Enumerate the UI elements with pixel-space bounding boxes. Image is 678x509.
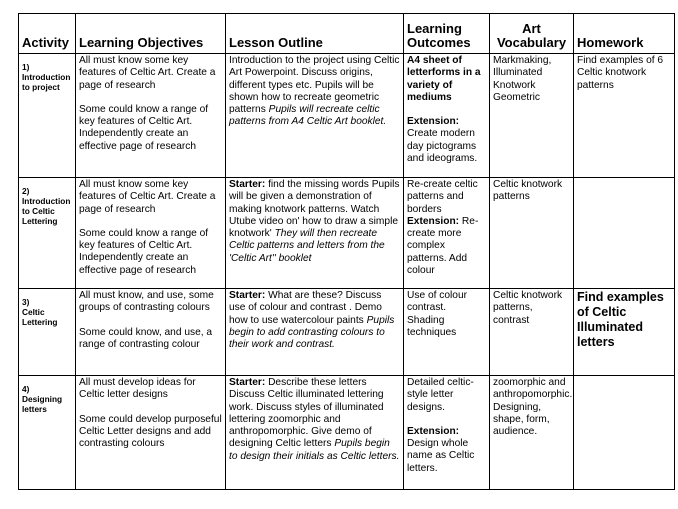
lesson-plan-table [18, 13, 675, 490]
objectives-could: Some could develop purposeful Celtic Letter designs and add contrasting colours [79, 413, 222, 450]
objectives-could: Some could know a range of key features of Celtic Art. Independently create an effective page of research [79, 227, 209, 276]
header-learning-objectives: Learning Objectives [76, 14, 226, 54]
outline-italic-text: Pupils begin to design their initials as Celtic letters. [229, 438, 400, 462]
starter-label: Starter: [229, 290, 266, 301]
objectives-cell [76, 376, 226, 490]
table-row [19, 289, 675, 376]
activity-cell [19, 178, 76, 289]
vocab-cell: Celtic knotwork patterns, contrast [490, 289, 574, 376]
header-art-vocabulary [490, 14, 574, 54]
starter-label: Starter: [229, 179, 266, 190]
extension-label: Extension: [407, 215, 460, 227]
homework-cell: Find examples of 6 Celtic knotwork patterns [574, 54, 675, 178]
objectives-must: All must develop ideas for Celtic letter designs [79, 377, 196, 401]
outcomes-text: A4 sheet of letterforms in a variety of mediums [407, 55, 481, 103]
activity-number: 1) [22, 62, 30, 72]
header-vocab-line2: Vocabulary [496, 35, 567, 50]
outline-italic-text: Pupils will recreate celtic patterns from A4 Celtic Art booklet. [229, 104, 387, 128]
objectives-cell [76, 289, 226, 376]
outline-cell [226, 376, 404, 490]
outcomes-cell [404, 178, 490, 289]
header-vocab-line1: Art [522, 21, 541, 36]
activity-number: 2) [22, 186, 30, 196]
objectives-must: All must know, and use, some groups of contrasting colours [79, 290, 214, 314]
outline-cell [226, 289, 404, 376]
homework-cell [574, 178, 675, 289]
header-outcomes-line1: Learning [407, 21, 462, 36]
objectives-must: All must know some key features of Celtic Art. Create a page of research [79, 179, 216, 215]
outline-text: Introduction to the project using Celtic Art Powerpoint. Discuss origins, different types etc. Pupils will be shown how to recreate geometric patterns [229, 55, 400, 116]
header-lesson-outline: Lesson Outline [226, 14, 404, 54]
objectives-cell [76, 178, 226, 289]
header-learning-outcomes [404, 14, 490, 54]
activity-number: 4) [22, 384, 30, 394]
activity-name: Designing letters [22, 394, 63, 414]
vocab-cell: zoomorphic and anthropomorphic. Designing, shape, form, audience. [490, 376, 574, 490]
activity-cell [19, 289, 76, 376]
objectives-cell [76, 54, 226, 178]
outline-italic-text: They will then recreate Celtic patterns and letters from the 'Celtic Art'' booklet [229, 228, 385, 264]
extension-label: Extension: [407, 116, 460, 128]
outline-italic-text: Pupils begin to add contrasting colours to their work and contrast. [229, 314, 395, 351]
outline-cell [226, 54, 404, 178]
table-row [19, 54, 675, 178]
outline-text: Describe these letters Discuss Celtic illuminated lettering work. Discuss styles of illuminated lettering zoomorphic and anthropomorphic. Give demo of designing Celtic letters [229, 377, 384, 450]
outline-text: find the missing words Pupils will be given a demonstration of making knotwork patterns. Watch Utube video on' how to draw a simple knotwork' [229, 179, 400, 240]
outline-text: What are these? Discuss use of colour and contrast . Demo how to use watercolour paints [229, 290, 382, 326]
outcomes-text: Detailed celtic-style letter designs. [407, 377, 474, 413]
outline-cell [226, 178, 404, 289]
activity-cell [19, 54, 76, 178]
vocab-cell: Markmaking, Illuminated Knotwork Geometric [490, 54, 574, 178]
header-activity: Activity [19, 14, 76, 54]
extension-text: Re-create more complex patterns. Add colour [407, 215, 479, 277]
table-row [19, 178, 675, 289]
header-outcomes-line2: Outcomes [407, 35, 471, 50]
table-row [19, 376, 675, 490]
activity-cell [19, 376, 76, 490]
objectives-could: Some could know, and use, a range of contrasting colour [79, 326, 213, 350]
outcomes-cell [404, 54, 490, 178]
header-row [19, 14, 675, 54]
homework-cell: Find examples of Celtic Illuminated letters [574, 289, 675, 376]
outcomes-text: Re-create celtic patterns and borders [407, 179, 478, 215]
homework-cell [574, 376, 675, 490]
activity-name: Introduction to project [22, 72, 71, 92]
activity-name: Celtic Lettering [22, 307, 58, 327]
extension-label: Extension: [407, 425, 460, 437]
header-homework: Homework [574, 14, 675, 54]
starter-label: Starter: [229, 377, 266, 388]
activity-number: 3) [22, 297, 30, 307]
activity-name: Introduction to Celtic Lettering [22, 196, 71, 226]
objectives-must: All must know some key features of Celtic Art. Create a page of research [79, 55, 216, 91]
extension-text: Design whole name as Celtic letters. [407, 438, 475, 474]
extension-text: Create modern day pictograms and ideograms. [407, 128, 478, 165]
objectives-could: Some could know a range of key features of Celtic Art. Independently create an effective page of research [79, 103, 209, 152]
outcomes-cell: Use of colour contrast. Shading techniques [404, 289, 490, 376]
vocab-cell: Celtic knotwork patterns [490, 178, 574, 289]
outcomes-cell [404, 376, 490, 490]
